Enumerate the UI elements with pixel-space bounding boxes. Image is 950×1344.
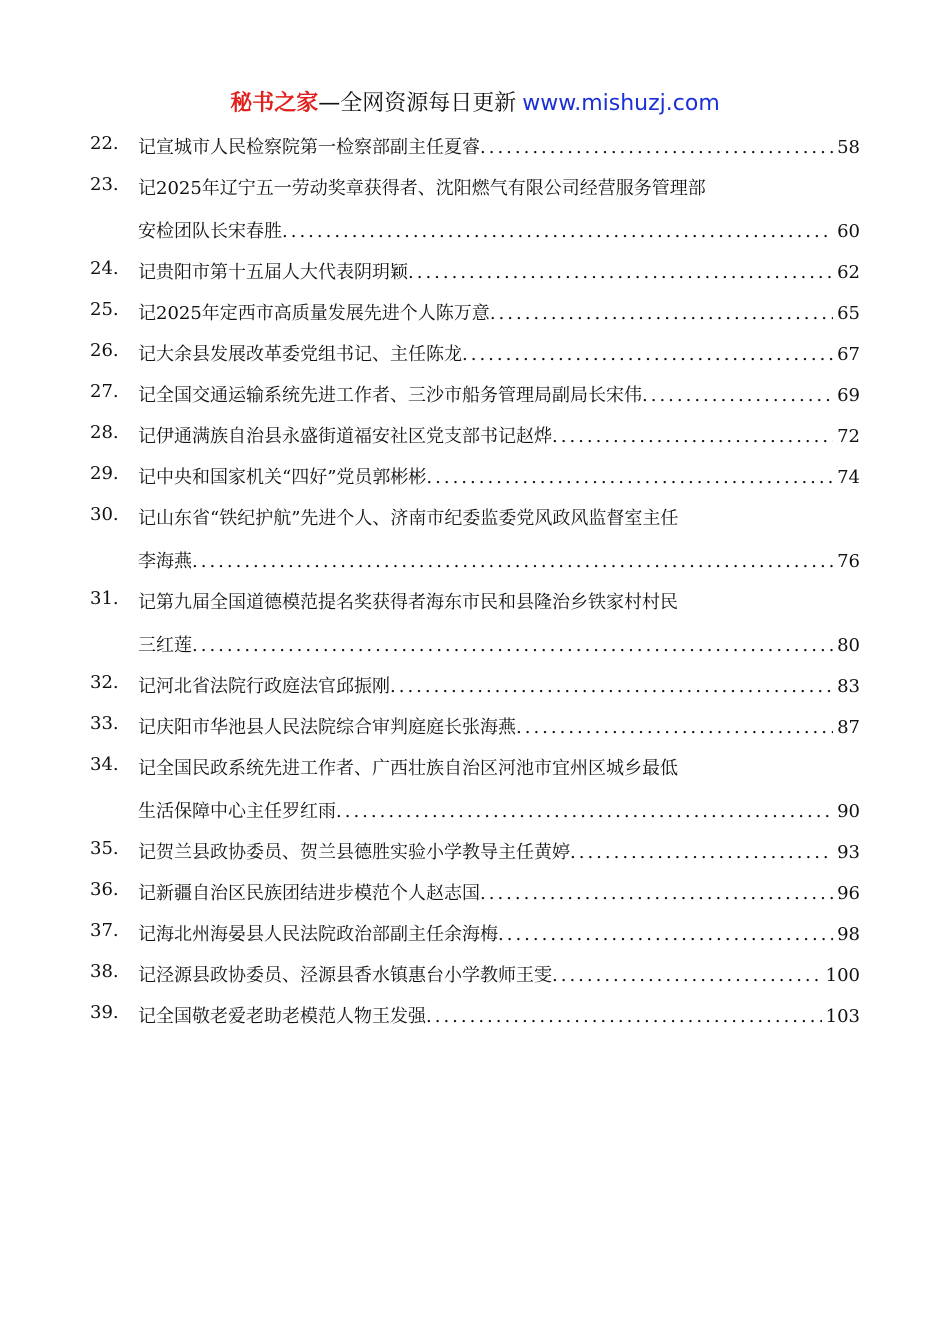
toc-entry-leader-row <box>138 381 860 407</box>
dot-leader <box>516 717 833 738</box>
toc-entry-leader-row <box>138 422 860 448</box>
toc-entry-number: 35. <box>90 838 119 859</box>
toc-page-number: 62 <box>837 262 860 283</box>
toc-entry-leader-row <box>138 797 860 823</box>
toc-entry-title: 记贺兰县政协委员、贺兰县德胜实验小学教导主任黄婷 <box>138 842 570 863</box>
toc-entry-number: 24. <box>90 258 119 279</box>
toc-entry-number: 23. <box>90 174 119 195</box>
site-header <box>0 88 950 120</box>
toc-entry-title: 记泾源县政协委员、泾源县香水镇惠台小学教师王雯 <box>138 965 552 986</box>
dot-leader <box>426 467 833 488</box>
toc-entry-title: 记海北州海晏县人民法院政治部副主任余海梅 <box>138 924 498 945</box>
toc-entry-number: 32. <box>90 672 119 693</box>
dot-leader <box>480 137 833 158</box>
toc-page-number: 74 <box>837 467 860 488</box>
toc-entry-number: 27. <box>90 381 119 402</box>
toc-entry-number: 26. <box>90 340 119 361</box>
toc-entry-title: 记贵阳市第十五届人大代表阴玥颖 <box>138 262 408 283</box>
toc-entry-leader-row <box>138 713 860 739</box>
toc-entry-number: 39. <box>90 1002 119 1023</box>
toc-page-number: 96 <box>837 883 860 904</box>
toc-page-number: 76 <box>837 551 860 572</box>
toc-entry-leader-row <box>138 672 860 698</box>
toc-entry-leader-row <box>138 879 860 905</box>
toc-entry-leader-row <box>138 258 860 284</box>
toc-entry-title: 记中央和国家机关“四好”党员郭彬彬 <box>138 467 427 488</box>
toc-entry-title: 记庆阳市华池县人民法院综合审判庭庭长张海燕 <box>138 717 516 738</box>
toc-page-number: 87 <box>837 717 860 738</box>
toc-entry-number: 30. <box>90 504 119 525</box>
dot-leader <box>490 303 833 324</box>
toc-entry-title: 记全国敬老爱老助老模范人物王发强 <box>138 1006 426 1027</box>
toc-entry-title: 记全国民政系统先进工作者、广西壮族自治区河池市宜州区城乡最低 <box>138 758 678 779</box>
site-url-link[interactable]: www.mishuzj.com <box>522 91 720 116</box>
toc-entry-leader-row <box>138 340 860 366</box>
toc-entry-leader-row <box>138 463 860 489</box>
toc-page-number: 65 <box>837 303 860 324</box>
toc-entry-title: 记大余县发展改革委党组书记、主任陈龙 <box>138 344 462 365</box>
dot-leader <box>192 635 833 656</box>
toc-entry-title: 记2025年定西市高质量发展先进个人陈万意 <box>138 303 490 324</box>
toc-entry-title: 记新疆自治区民族团结进步模范个人赵志国 <box>138 883 480 904</box>
toc-entry-title: 记2025年辽宁五一劳动奖章获得者、沈阳燃气有限公司经营服务管理部 <box>138 178 706 199</box>
toc-entry-title: 记宣城市人民检察院第一检察部副主任夏睿 <box>138 137 480 158</box>
toc-page-number: 100 <box>825 965 860 986</box>
toc-page-number: 90 <box>837 801 860 822</box>
toc-entry-leader-row <box>138 217 860 243</box>
brand-name: 秘书之家 <box>230 91 319 116</box>
toc-entry-leader-row <box>138 631 860 657</box>
toc-entry-number: 34. <box>90 754 119 775</box>
toc-entry-number: 25. <box>90 299 119 320</box>
toc-entry-number: 28. <box>90 422 119 443</box>
toc-entry-title: 记伊通满族自治县永盛街道福安社区党支部书记赵烨 <box>138 426 552 447</box>
dot-leader <box>570 842 833 863</box>
toc-entry-title-continuation: 安检团队长宋春胜 <box>138 221 282 242</box>
toc-entry-title-continuation: 三红莲 <box>138 635 192 656</box>
toc-entry-leader-row <box>138 133 860 159</box>
dot-leader <box>282 221 833 242</box>
toc-entry-leader-row <box>138 547 860 573</box>
dot-leader <box>408 262 833 283</box>
dot-leader <box>498 924 833 945</box>
dot-leader <box>552 426 833 447</box>
toc-entry-number: 38. <box>90 961 119 982</box>
header-tagline: —全网资源每日更新 <box>318 91 517 116</box>
toc-entry-title: 记山东省“铁纪护航”先进个人、济南市纪委监委党风政风监督室主任 <box>138 508 679 529</box>
dot-leader <box>336 801 833 822</box>
toc-entry-leader-row <box>138 920 860 946</box>
toc-page-number: 60 <box>837 221 860 242</box>
dot-leader <box>480 883 833 904</box>
toc-page-number: 93 <box>837 842 860 863</box>
dot-leader <box>552 965 822 986</box>
toc-page-number: 69 <box>837 385 860 406</box>
toc-entry-number: 22. <box>90 133 119 154</box>
toc-page-number: 67 <box>837 344 860 365</box>
toc-entry-title: 记全国交通运输系统先进工作者、三沙市船务管理局副局长宋伟 <box>138 385 642 406</box>
toc-entry-leader-row <box>138 838 860 864</box>
toc-entry-number: 29. <box>90 463 119 484</box>
toc-entry-number: 31. <box>90 588 119 609</box>
toc-page-number: 58 <box>837 137 860 158</box>
dot-leader <box>462 344 833 365</box>
toc-page-number: 98 <box>837 924 860 945</box>
dot-leader <box>192 551 833 572</box>
toc-entry-title: 记河北省法院行政庭法官邱振刚 <box>138 676 390 697</box>
toc-entry-leader-row <box>138 299 860 325</box>
toc-entry-title-continuation: 李海燕 <box>138 551 192 572</box>
toc-entry-leader-row <box>138 1002 860 1028</box>
toc-entry-title-continuation: 生活保障中心主任罗红雨 <box>138 801 336 822</box>
dot-leader <box>390 676 833 697</box>
toc-page-number: 83 <box>837 676 860 697</box>
dot-leader <box>642 385 833 406</box>
toc-entry-number: 33. <box>90 713 119 734</box>
toc-entry-number: 36. <box>90 879 119 900</box>
toc-entry-leader-row <box>138 961 860 987</box>
dot-leader <box>426 1006 822 1027</box>
toc-entry-title: 记第九届全国道德模范提名奖获得者海东市民和县隆治乡铁家村村民 <box>138 592 678 613</box>
toc-page-number: 80 <box>837 635 860 656</box>
toc-page-number: 72 <box>837 426 860 447</box>
toc-page-number: 103 <box>825 1006 860 1027</box>
toc-entry-number: 37. <box>90 920 119 941</box>
